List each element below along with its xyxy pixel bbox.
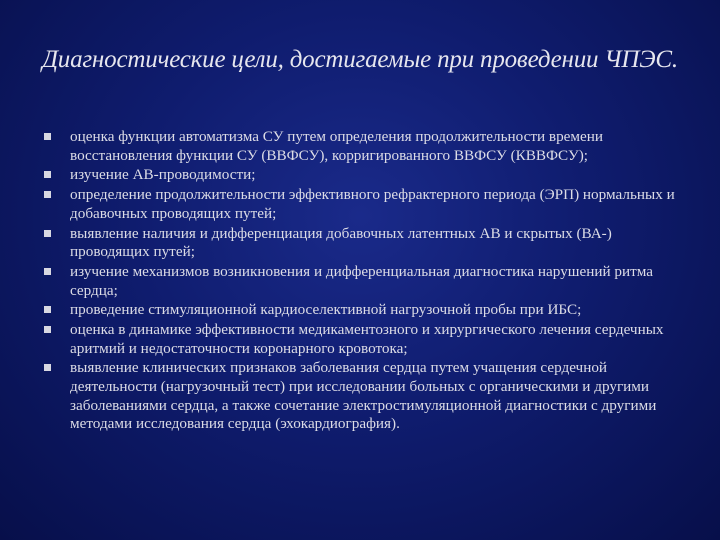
bullet-item — [44, 225, 684, 262]
square-bullet-icon — [44, 364, 51, 371]
bullet-text: проведение стимуляционной кардиоселективной нагрузочной пробы при ИБС; — [70, 301, 582, 319]
bullet-item — [44, 359, 684, 433]
bullet-item — [44, 301, 684, 320]
bullet-text: оценка функции автоматизма СУ путем определения продолжительности времени восстановления функции СУ (ВВФСУ), корригированного ВВФСУ (КВВФСУ); — [70, 128, 604, 164]
square-bullet-icon — [44, 326, 51, 333]
square-bullet-icon — [44, 191, 51, 198]
bullet-item — [44, 166, 684, 185]
bullet-text: изучение механизмов возникновения и дифференциальная диагностика нарушений ритма сердца; — [70, 262, 654, 299]
square-bullet-icon — [44, 268, 51, 275]
square-bullet-icon — [44, 230, 51, 237]
bullet-text: изучение АВ-проводимости; — [70, 166, 256, 184]
bullet-text: определение продолжительности эффективного рефрактерного периода (ЭРП) нормальных и добавочных проводящих путей; — [70, 186, 675, 222]
bullet-text: оценка в динамике эффективности медикаментозного и хирургического лечения сердечных аритмий и недостаточности коронарного кровотока; — [70, 321, 664, 357]
bullet-list — [44, 128, 684, 435]
square-bullet-icon — [44, 171, 51, 178]
bullet-text: выявление наличия и дифференциация добавочных латентных АВ и скрытых (ВА-) проводящих путей; — [70, 224, 612, 261]
bullet-item — [44, 321, 684, 358]
bullet-item — [44, 186, 684, 223]
square-bullet-icon — [44, 133, 51, 140]
bullet-item — [44, 263, 684, 300]
square-bullet-icon — [44, 306, 51, 313]
bullet-text: выявление клинических признаков заболевания сердца путем учащения сердечной деятельности (нагрузочный тест) при исследовании больных с органическими и другими заболеваниями сердца, а также сочетание электростимуляционной диагностики с другими методами исследования сердца (эхокардиография). — [70, 359, 657, 433]
bullet-item — [44, 128, 684, 165]
slide-title: Диагностические цели, достигаемые при проведении ЧПЭС. — [42, 46, 678, 73]
